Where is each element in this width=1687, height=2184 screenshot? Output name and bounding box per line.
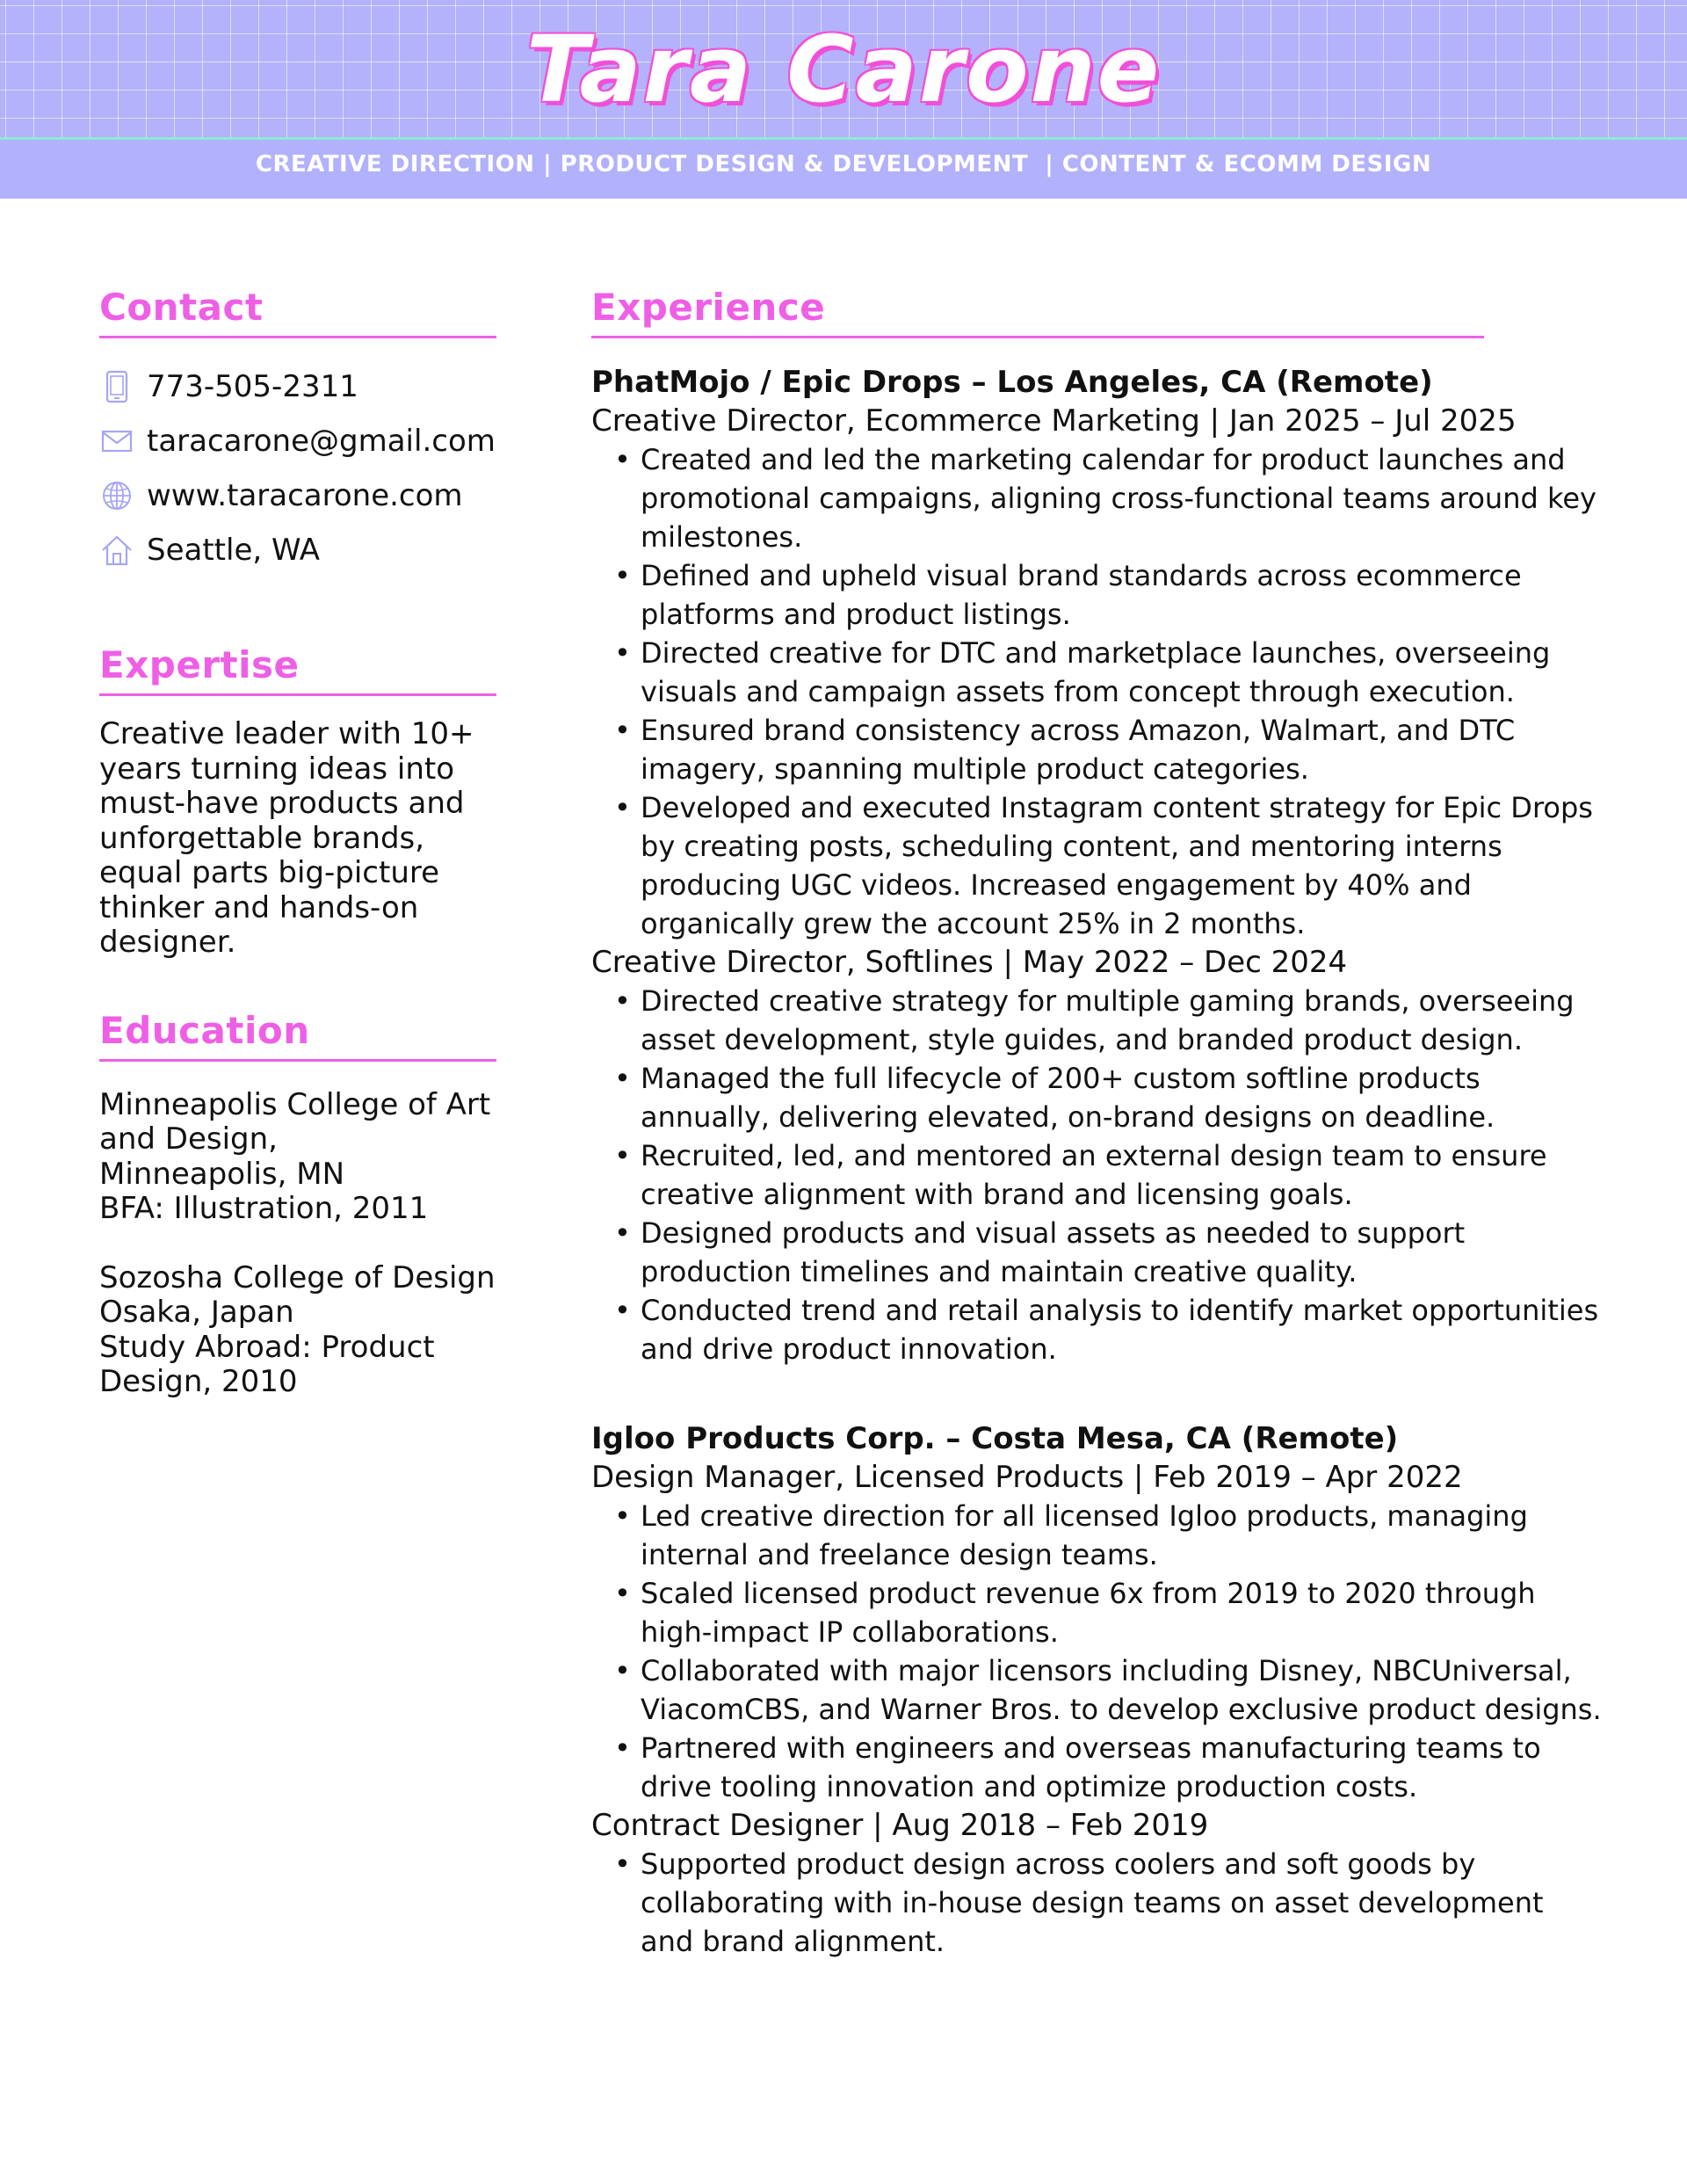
left-column [99,283,496,1400]
phone-number[interactable]: 773-505-2311 [147,369,358,404]
school-name: Sozosha College of Design [99,1259,496,1295]
experience-heading: Experience [591,286,826,329]
expertise-heading: Expertise [99,643,300,686]
bullet-item: • Developed and executed Instagram content strategy for Epic Drops by creating posts, scheduling content, and mentoring interns producing UGC videos. Increased engagement by 40% and organically grew the account 25% in 2 months. [641,788,1602,943]
contact-website [99,468,496,523]
education-section [99,1006,496,1400]
role-title [591,1806,1602,1845]
email-address[interactable]: taracarone@gmail.com [147,424,496,459]
contact-location [99,523,496,577]
education-divider [99,1059,496,1062]
role-bullets [641,1497,1602,1806]
role-title-text: Creative Director, Softlines | May 2022 – Dec 2024 [591,945,1348,980]
contact-phone [99,359,496,414]
role-bullets [641,982,1602,1368]
contact-list [99,359,496,577]
bullet-item: • Scaled licensed product revenue 6x from 2019 to 2020 through high-impact IP collaborations. [641,1574,1602,1651]
bullet-item: • Defined and upheld visual brand standards across ecommerce platforms and product listings. [641,556,1602,634]
role-title [591,402,1602,440]
globe-icon [99,478,134,513]
bullet-item: • Created and led the marketing calendar for product launches and promotional campaigns, aligning cross-functional teams around key milestones. [641,440,1602,556]
education-heading: Education [99,1008,310,1052]
role-bullets [641,1845,1602,1961]
bullet-item: • Directed creative strategy for multiple gaming brands, overseeing asset development, style guides, and branded product design. [641,982,1602,1059]
education-entry [99,1261,496,1400]
bullet-item: • Collaborated with major licensors including Disney, NBCUniversal, ViacomCBS, and Warner Bros. to develop exclusive product designs. [641,1651,1602,1729]
role-title [591,943,1602,982]
candidate-name: Tara Carone [525,16,1162,123]
bullet-item: • Designed products and visual assets as needed to support production timelines and maintain creative quality. [641,1214,1602,1291]
expertise-section [99,641,496,961]
bullet-item: • Conducted trend and retail analysis to identify market opportunities and drive product innovation. [641,1291,1602,1368]
resume-header [0,0,1687,199]
contact-divider [99,336,496,338]
mail-icon [99,424,134,459]
home-icon [99,533,134,568]
role-title-text: Design Manager, Licensed Products | Feb 2019 – Apr 2022 [591,1460,1463,1495]
role-title-text: Creative Director, Ecommerce Marketing | Jan 2025 – Jul 2025 [591,403,1517,439]
expertise-divider [99,693,496,696]
role-title [591,1458,1602,1497]
location-text: Seattle, WA [147,533,320,568]
school-name: Minneapolis College of Art and Design, [99,1086,491,1157]
header-tagline: CREATIVE DIRECTION | PRODUCT DESIGN & DEVELOPMENT | CONTENT & ECOMM DESIGN [255,151,1432,178]
bullet-item: • Directed creative for DTC and marketplace launches, overseeing visuals and campaign assets from concept through execution. [641,634,1602,711]
school-degree: Study Abroad: Product Design, 2010 [99,1329,435,1399]
contact-heading: Contact [99,286,264,329]
contact-email [99,414,496,468]
experience-section [591,283,1602,1961]
role-title-text: Contract Designer | Aug 2018 – Feb 2019 [591,1808,1209,1843]
company-heading: PhatMojo / Epic Drops – Los Angeles, CA (Remote) [591,365,1433,400]
bullet-item: • Ensured brand consistency across Amazon, Walmart, and DTC imagery, spanning multiple product categories. [641,711,1602,788]
bullet-item: • Partnered with engineers and overseas manufacturing teams to drive tooling innovation and optimize production costs. [641,1729,1602,1806]
school-location: Osaka, Japan [99,1295,294,1330]
bullet-item: • Managed the full lifecycle of 200+ custom softline products annually, delivering elevated, on-brand designs on deadline. [641,1059,1602,1136]
bullet-item: • Led creative direction for all licensed Igloo products, managing internal and freelance design teams. [641,1497,1602,1574]
school-location: Minneapolis, MN [99,1156,345,1192]
phone-icon [99,369,134,404]
contact-section [99,283,496,577]
education-entry [99,1088,496,1227]
website-url[interactable]: www.taracarone.com [147,478,463,513]
role-bullets [641,440,1602,943]
bullet-item: • Supported product design across coolers and soft goods by collaborating with in-house design teams on asset development and brand alignment. [641,1845,1602,1961]
experience-divider [591,336,1484,338]
company-heading: Igloo Products Corp. – Costa Mesa, CA (Remote) [591,1421,1399,1456]
expertise-summary: Creative leader with 10+ years turning ideas into must-have products and unforgettable brands, equal parts big-picture thinker and hands-on designer. [99,716,474,960]
bullet-item: • Recruited, led, and mentored an external design team to ensure creative alignment with brand and licensing goals. [641,1136,1602,1214]
school-degree: BFA: Illustration, 2011 [99,1191,429,1226]
header-accent-line [0,137,1687,140]
